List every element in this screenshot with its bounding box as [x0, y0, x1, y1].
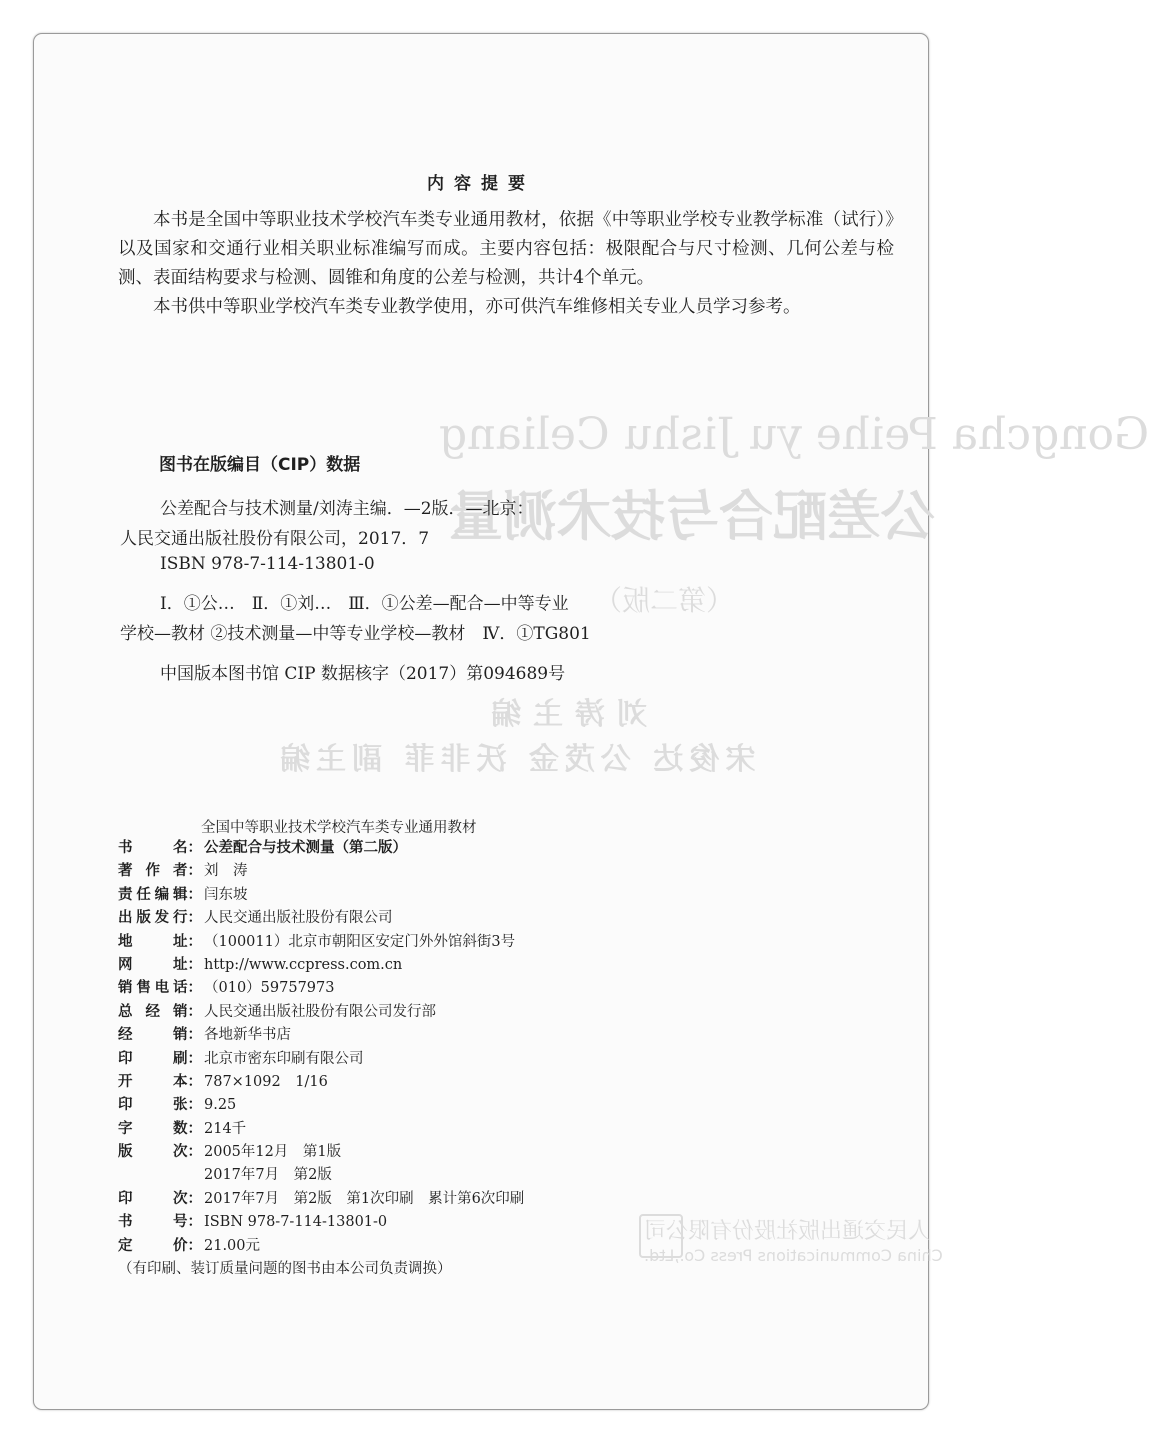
colophon-value: ISBN 978-7-114-13801-0: [204, 1214, 388, 1231]
colophon-row: [118, 1141, 524, 1164]
colophon-row: [118, 1001, 524, 1024]
colophon-value: 2017年7月 第2版: [204, 1167, 332, 1184]
colophon-label-char: 出: [118, 910, 133, 927]
colophon-label-char: 价：: [173, 1237, 202, 1254]
colophon-value: http://www.ccpress.com.cn: [204, 956, 403, 973]
colophon-label-char: 号：: [173, 1214, 202, 1231]
colophon-value: 9.25: [204, 1097, 237, 1114]
series-name: 全国中等职业技术学校汽车类专业通用教材: [201, 820, 477, 836]
colophon-label-char: 编: [154, 886, 170, 903]
colophon-row: [118, 860, 524, 883]
showthrough-press: 人民交通出版社股份有限公司: [644, 1219, 931, 1244]
book-page: [33, 33, 1149, 1410]
colophon-value: 刘 涛: [204, 863, 248, 880]
colophon-label-char: 销: [118, 980, 133, 997]
colophon-label: [118, 1071, 202, 1094]
showthrough-author: 刘涛主编: [479, 697, 647, 732]
colophon-label-char: 开: [118, 1073, 133, 1090]
colophon-label-char: 名：: [173, 840, 202, 856]
colophon-label-char: 次：: [173, 1190, 202, 1207]
colophon-row: [118, 1048, 524, 1071]
colophon-label-char: 地: [118, 933, 133, 950]
colophon-label: [118, 1001, 202, 1024]
colophon-label: [118, 860, 202, 883]
showthrough-editors: 宋俊达 公茂金 沃非菲 副主编: [274, 742, 756, 777]
colophon-label-char: 址：: [173, 956, 202, 973]
colophon-label-char: 作: [145, 863, 160, 880]
summary-paragraph: 本书是全国中等职业技术学校汽车类专业通用教材，依据《中等职业学校专业教学标准（试行）》以及国家和交通行业相关职业标准编写而成。主要内容包括：极限配合与尺寸检测、几何公差与检测、表面结构要求与检测、圆锥和角度的公差与检测，共计4个单元。: [118, 210, 894, 288]
colophon-label-char: 数：: [173, 1120, 202, 1137]
colophon-label-char: 刷：: [173, 1050, 202, 1067]
colophon-label: [118, 1235, 202, 1258]
colophon-label-char: 址：: [173, 933, 202, 950]
colophon-label: [118, 1048, 202, 1071]
cip-line: Ⅰ．①公… Ⅱ．①刘… Ⅲ．①公差—配合—中等专业: [160, 594, 569, 614]
colophon-label-char: 网: [118, 956, 133, 973]
colophon-row: [118, 1235, 524, 1258]
colophon-label-char: 者：: [173, 863, 202, 880]
colophon-value: （100011）北京市朝阳区安定门外外馆斜街3号: [204, 933, 516, 950]
colophon-row: [118, 837, 524, 860]
colophon-value: 北京市密东印刷有限公司: [204, 1050, 364, 1067]
colophon-row: [118, 1188, 524, 1211]
colophon-label: [118, 977, 202, 1000]
colophon-value: 公差配合与技术测量（第二版）: [204, 840, 407, 856]
colophon-label: [118, 884, 202, 907]
colophon-row: [118, 1211, 524, 1234]
summary-title: 内容提要: [427, 174, 535, 194]
colophon-row: [118, 954, 524, 977]
colophon-value: 各地新华书店: [204, 1027, 291, 1044]
colophon-label-char: 版: [136, 910, 151, 927]
showthrough-pinyin: Gongcha Peihe yu Jishu Celiang: [439, 409, 1149, 460]
cip-line: 中国版本图书馆 CIP 数据核字（2017）第094689号: [160, 664, 566, 684]
summary-paragraph: 本书供中等职业学校汽车类专业教学使用，亦可供汽车维修相关专业人员学习参考。: [153, 297, 801, 317]
colophon-label: [118, 1024, 202, 1047]
colophon-value: （010）59757973: [204, 980, 335, 997]
showthrough-edition: （第二版）: [594, 584, 735, 617]
colophon-row: [118, 1118, 524, 1141]
colophon: [118, 837, 524, 1281]
colophon-label-char: 次：: [173, 1144, 202, 1161]
colophon-label-char: 字: [118, 1120, 133, 1137]
colophon-label-char: 销：: [173, 1027, 202, 1044]
colophon-label: [118, 1211, 202, 1234]
colophon-row: [118, 1094, 524, 1117]
colophon-label: [118, 1188, 202, 1211]
colophon-value: 787×1092 1/16: [204, 1073, 328, 1090]
colophon-label-char: 定: [118, 1237, 133, 1254]
colophon-label-char: 印: [118, 1097, 133, 1114]
colophon-label-char: 张：: [173, 1097, 202, 1114]
colophon-label-char: 经: [145, 1003, 160, 1020]
colophon-label-char: 经: [118, 1027, 133, 1044]
showthrough-title: 公差配合与技术测量: [449, 485, 935, 548]
colophon-value: 人民交通出版社股份有限公司发行部: [204, 1003, 436, 1020]
colophon-row: [118, 907, 524, 930]
colophon-row: [118, 1164, 524, 1187]
colophon-label: [118, 907, 202, 930]
cip-line: ISBN 978-7-114-13801-0: [160, 554, 375, 574]
colophon-label-char: 任: [136, 886, 151, 903]
colophon-value: 2017年7月 第2版 第1次印刷 累计第6次印刷: [204, 1190, 525, 1207]
colophon-row: [118, 931, 524, 954]
colophon-label-char: 书: [118, 1214, 133, 1231]
colophon-label-char: 总: [118, 1003, 133, 1020]
colophon-value: 21.00元: [204, 1237, 261, 1254]
colophon-value: 闫东坡: [204, 886, 248, 903]
colophon-value: 2005年12月 第1版: [204, 1144, 342, 1161]
colophon-note: （有印刷、装订质量问题的图书由本公司负责调换）: [118, 1261, 452, 1278]
cip-title: 图书在版编目（CIP）数据: [159, 455, 361, 475]
colophon-label-char: 书: [118, 840, 133, 856]
colophon-label: [118, 954, 202, 977]
colophon-value: 人民交通出版社股份有限公司: [204, 910, 393, 927]
colophon-label-char: 发: [154, 910, 170, 927]
colophon-row: [118, 1071, 524, 1094]
colophon-label-char: 版: [118, 1144, 133, 1161]
colophon-label-char: 印: [118, 1190, 133, 1207]
colophon-row: [118, 884, 524, 907]
colophon-label-char: 责: [118, 886, 133, 903]
colophon-label-char: 本：: [173, 1073, 202, 1090]
colophon-label-char: 印: [118, 1050, 133, 1067]
colophon-label-char: 辑：: [172, 886, 202, 903]
cip-line: 学校—教材 ②技术测量—中等专业学校—教材 Ⅳ．①TG801: [120, 624, 591, 644]
colophon-label-char: 行：: [172, 910, 202, 927]
colophon-label-char: 电: [154, 980, 170, 997]
colophon-label-char: 著: [118, 863, 133, 880]
colophon-label-char: 话：: [172, 980, 202, 997]
colophon-row: [118, 1024, 524, 1047]
showthrough-press-en: China Communications Press Co.,Ltd.: [644, 1246, 943, 1265]
colophon-row: [118, 977, 524, 1000]
colophon-value: 214千: [204, 1120, 247, 1137]
summary-body: [118, 206, 894, 322]
colophon-label-char: 销：: [173, 1003, 202, 1020]
colophon-label: [118, 1094, 202, 1117]
colophon-label: [118, 1118, 202, 1141]
cip-line: 人民交通出版社股份有限公司，2017．7: [120, 529, 430, 549]
colophon-label: [118, 931, 202, 954]
colophon-label: [118, 1141, 202, 1164]
colophon-label-char: 售: [136, 980, 151, 997]
cip-line: 公差配合与技术测量/刘涛主编．—2版．—北京：: [160, 499, 534, 519]
colophon-label: [118, 837, 202, 860]
